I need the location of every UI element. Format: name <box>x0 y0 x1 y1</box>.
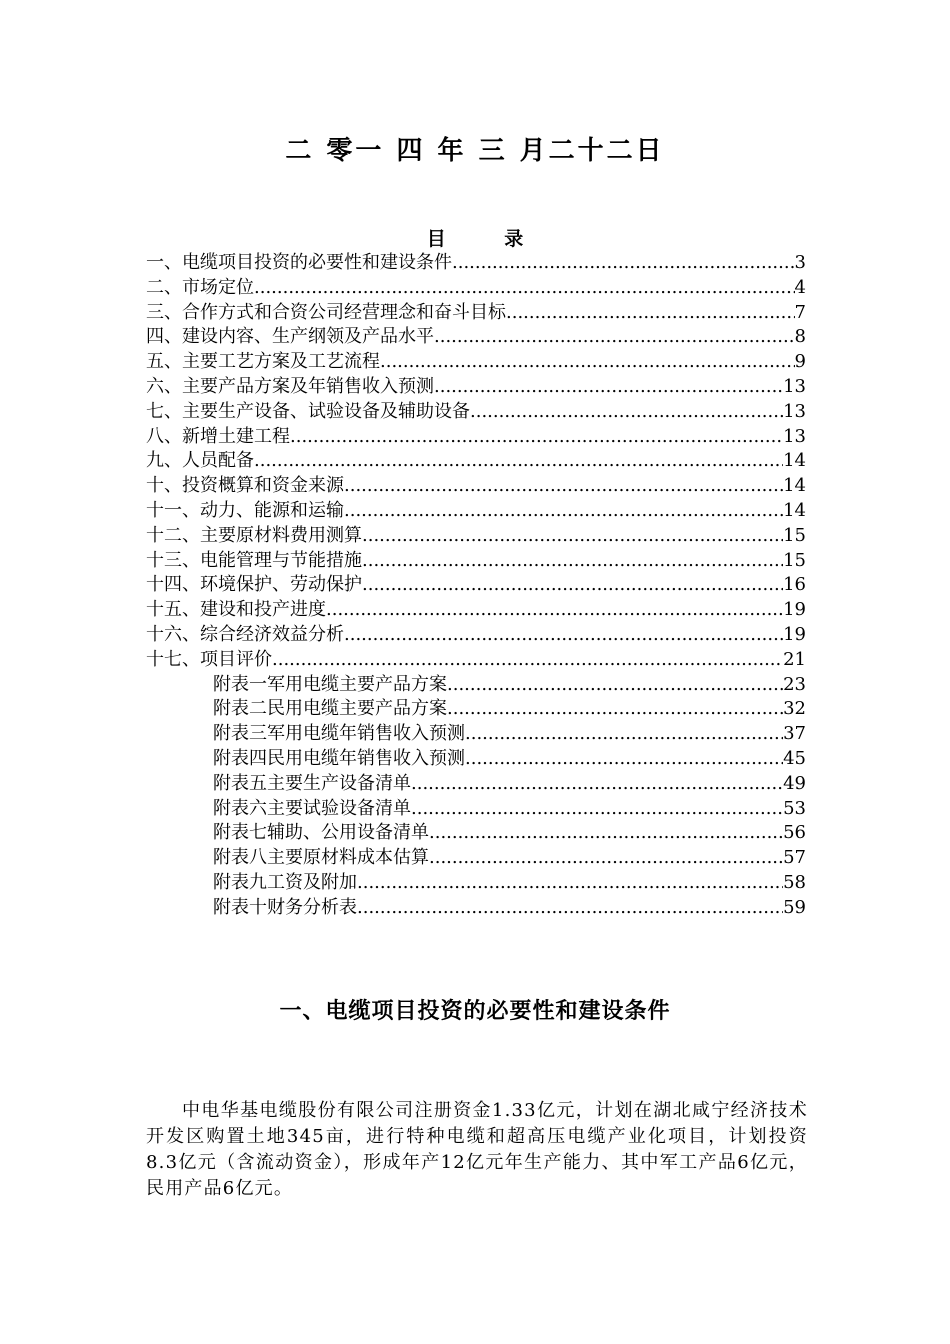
toc-entry[interactable] <box>146 846 806 871</box>
toc-entry-page-number: 19 <box>783 599 806 621</box>
toc-dot-leader <box>447 697 783 722</box>
toc-dot-leader <box>254 449 783 474</box>
toc-entry[interactable] <box>146 573 806 598</box>
toc-entry[interactable] <box>146 896 806 921</box>
document-date-title: 二 零一 四 年 三 月二十二日 <box>285 136 665 166</box>
toc-entry-label: 十、投资概算和资金来源 <box>146 475 344 497</box>
toc-entry-label: 十一、动力、能源和运输 <box>146 499 344 521</box>
section-title: 一、电缆项目投资的必要性和建设条件 <box>279 998 671 1024</box>
toc-dot-leader <box>470 400 783 425</box>
toc-dot-leader <box>254 276 795 301</box>
toc-entry-label: 一、电缆项目投资的必要性和建设条件 <box>146 252 452 273</box>
toc-dot-leader <box>357 896 783 921</box>
toc-entry-page-number: 53 <box>783 797 806 819</box>
toc-entry-label: 二、市场定位 <box>146 276 254 298</box>
table-of-contents <box>146 251 806 921</box>
toc-entry[interactable] <box>146 722 806 747</box>
toc-dot-leader <box>326 598 783 623</box>
toc-heading: 目 录 <box>426 228 550 250</box>
toc-entry-page-number: 9 <box>794 351 806 373</box>
toc-dot-leader <box>344 623 783 648</box>
toc-entry-label: 九、人员配备 <box>146 450 254 472</box>
toc-dot-leader <box>452 251 795 276</box>
toc-entry-label: 十四、环境保护、劳动保护 <box>146 574 362 596</box>
body-paragraph: 中电华基电缆股份有限公司注册资金1.33亿元，计划在湖北咸宁经济技术开发区购置土地345亩，进行特种电缆和超高压电缆产业化项目，计划投资8.3亿元（含流动资金），形成年产12亿元年生产能力、其中军工产品6亿元，民用产品6亿元。 <box>146 1100 808 1199</box>
toc-entry-label: 五、主要工艺方案及工艺流程 <box>146 351 380 373</box>
toc-dot-leader <box>447 673 783 698</box>
toc-entry[interactable] <box>146 697 806 722</box>
toc-dot-leader <box>362 524 783 549</box>
toc-entry-page-number: 15 <box>783 524 806 546</box>
toc-entry-page-number: 57 <box>783 847 806 869</box>
toc-entry[interactable] <box>146 301 806 326</box>
toc-entry[interactable] <box>146 499 806 524</box>
toc-entry-label: 附表十财务分析表 <box>213 896 357 918</box>
toc-entry-label: 十三、电能管理与节能措施 <box>146 549 362 571</box>
toc-dot-leader <box>434 325 795 350</box>
toc-entry-page-number: 13 <box>783 375 806 397</box>
toc-entry-page-number: 13 <box>783 425 806 447</box>
toc-entry[interactable] <box>146 549 806 574</box>
toc-entry-page-number: 45 <box>783 747 806 769</box>
toc-entry-label: 附表三军用电缆年销售收入预测 <box>213 723 465 745</box>
toc-entry-label: 附表六主要试验设备清单 <box>213 797 411 819</box>
toc-dot-leader <box>465 747 783 772</box>
toc-entry-page-number: 21 <box>783 648 806 670</box>
toc-entry-label: 六、主要产品方案及年销售收入预测 <box>146 375 434 397</box>
toc-entry-label: 八、新增土建工程 <box>146 425 290 447</box>
toc-entry-page-number: 15 <box>783 549 806 571</box>
toc-dot-leader <box>380 350 795 375</box>
toc-entry[interactable] <box>146 276 806 301</box>
toc-entry-page-number: 58 <box>783 871 806 893</box>
toc-dot-leader <box>344 499 783 524</box>
toc-entry-page-number: 14 <box>783 499 806 521</box>
toc-entry[interactable] <box>146 350 806 375</box>
toc-entry-label: 十六、综合经济效益分析 <box>146 623 344 645</box>
toc-entry[interactable] <box>146 871 806 896</box>
toc-entry-page-number: 32 <box>783 698 806 720</box>
toc-entry-page-number: 3 <box>794 252 806 273</box>
toc-entry[interactable] <box>146 648 806 673</box>
toc-dot-leader <box>362 573 783 598</box>
toc-entry[interactable] <box>146 425 806 450</box>
toc-entry[interactable] <box>146 325 806 350</box>
toc-dot-leader <box>272 648 783 673</box>
toc-entry-label: 十五、建设和投产进度 <box>146 599 326 621</box>
toc-entry[interactable] <box>146 400 806 425</box>
toc-dot-leader <box>411 772 783 797</box>
toc-entry-label: 附表一军用电缆主要产品方案 <box>213 673 447 695</box>
toc-entry[interactable] <box>146 772 806 797</box>
toc-entry-label: 附表四民用电缆年销售收入预测 <box>213 747 465 769</box>
toc-entry-page-number: 14 <box>783 475 806 497</box>
toc-entry[interactable] <box>146 673 806 698</box>
toc-dot-leader <box>429 846 783 871</box>
toc-dot-leader <box>506 301 795 326</box>
toc-dot-leader <box>429 821 783 846</box>
toc-entry-page-number: 16 <box>783 574 806 596</box>
toc-entry-page-number: 8 <box>794 326 806 348</box>
toc-entry[interactable] <box>146 251 806 276</box>
toc-entry[interactable] <box>146 623 806 648</box>
toc-entry-page-number: 37 <box>783 723 806 745</box>
toc-entry-label: 七、主要生产设备、试验设备及辅助设备 <box>146 400 470 422</box>
toc-dot-leader <box>411 797 783 822</box>
toc-entry-label: 四、建设内容、生产纲领及产品水平 <box>146 326 434 348</box>
toc-entry-page-number: 19 <box>783 623 806 645</box>
toc-entry-label: 附表五主要生产设备清单 <box>213 772 411 794</box>
toc-entry[interactable] <box>146 797 806 822</box>
toc-entry-label: 附表七辅助、公用设备清单 <box>213 822 429 844</box>
toc-entry-page-number: 59 <box>783 896 806 918</box>
toc-entry-page-number: 49 <box>783 772 806 794</box>
toc-entry[interactable] <box>146 747 806 772</box>
toc-entry[interactable] <box>146 474 806 499</box>
toc-entry-label: 十七、项目评价 <box>146 648 272 670</box>
toc-entry-label: 十二、主要原材料费用测算 <box>146 524 362 546</box>
toc-dot-leader <box>465 722 783 747</box>
toc-entry-page-number: 4 <box>794 276 806 298</box>
toc-entry-label: 附表二民用电缆主要产品方案 <box>213 698 447 720</box>
toc-dot-leader <box>434 375 783 400</box>
toc-dot-leader <box>344 474 783 499</box>
toc-entry[interactable] <box>146 375 806 400</box>
toc-entry[interactable] <box>146 821 806 846</box>
toc-entry-page-number: 56 <box>783 822 806 844</box>
toc-entry-page-number: 23 <box>783 673 806 695</box>
toc-entry-label: 附表八主要原材料成本估算 <box>213 847 429 869</box>
toc-dot-leader <box>362 549 783 574</box>
toc-entry-page-number: 13 <box>783 400 806 422</box>
toc-entry-label: 三、合作方式和合资公司经营理念和奋斗目标 <box>146 301 506 323</box>
toc-entry[interactable] <box>146 449 806 474</box>
toc-entry[interactable] <box>146 524 806 549</box>
toc-entry-label: 附表九工资及附加 <box>213 871 357 893</box>
toc-entry[interactable] <box>146 598 806 623</box>
toc-entry-page-number: 7 <box>794 301 806 323</box>
toc-dot-leader <box>357 871 783 896</box>
toc-dot-leader <box>290 425 783 450</box>
toc-entry-page-number: 14 <box>783 450 806 472</box>
